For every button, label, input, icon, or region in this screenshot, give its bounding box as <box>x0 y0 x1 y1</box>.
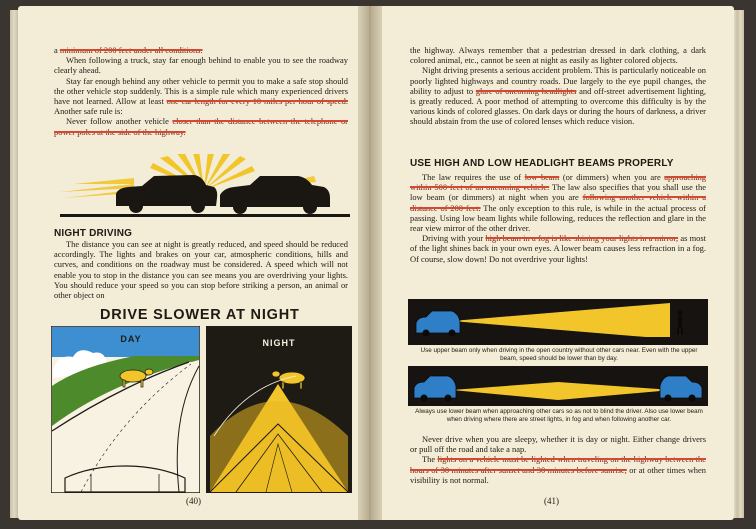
oncoming-cars-illustration <box>54 154 352 222</box>
text-run: The <box>422 454 438 465</box>
text-run: (or dimmers) when you are <box>559 172 665 182</box>
night-driving-text: The distance you can see at night is greatly reduced, and speed should be reduced accordingly. The lights and brakes on your car, atmospheric conditions, hills and curves, and conditions on the roadway must be considered. A speed which will not enable you to stop in the distance you can see means you are overdriving your lights. You should reduce your speed so you can stop before striking a person, an animal or other object on <box>54 239 348 301</box>
text-run: Never drive when you are sleepy, whether it is day or night. Either change drivers or pull off the road and take a nap. <box>410 434 706 455</box>
beams-heading: USE HIGH AND LOW HEADLIGHT BEAMS PROPERLY <box>410 158 674 169</box>
text-run: The only exception to this rule, is while in the actual process of passing. Using low beam lights while following, reduces the reflection and glare in the rear view mirror of the other driver. <box>410 202 706 234</box>
following-distance-text <box>54 45 348 137</box>
right-car-wheel-rear <box>303 200 317 214</box>
left-page <box>18 6 358 520</box>
day-panel <box>51 326 200 493</box>
night-danger-text <box>410 45 706 127</box>
right-car-wheel-front <box>233 200 247 214</box>
text-run: Another safe rule is: <box>54 106 123 117</box>
paragraph <box>410 65 706 126</box>
paragraph <box>54 45 348 55</box>
paragraph <box>54 76 348 117</box>
closing-text <box>410 434 706 485</box>
highlighted-phrase: lights on a vehicle must be lighted when traveling on the highway between the hours of 30 minutes after sunset and 30 minutes before sunrise, <box>410 454 706 475</box>
left-page-edge <box>10 10 18 518</box>
right-page <box>382 6 734 520</box>
text-run: The law requires the use of <box>422 172 525 182</box>
right-page-edge <box>734 10 744 518</box>
road-line <box>60 214 350 217</box>
left-car-wheel-front <box>191 199 205 213</box>
left-car-wheel-rear <box>129 199 143 213</box>
text-run: The law also specifies that you shall use the low beam (or dimmers) at night when you are <box>410 182 706 203</box>
text-run: and off-street advertisement lighting, is greatly reduced. A poor method of attempting to overcome this difficulty is by the various kinds of colored glasses. On dark days or during the hours of darkness, a driver should abstain from the use of colored lenses which reduce vision. <box>410 85 707 127</box>
night-label: NIGHT <box>262 338 296 348</box>
upper-beam-caption: Use upper beam only when driving in the open country without other cars near. Even with the upper beam, speed should be lower than by day. <box>420 347 698 362</box>
highlighted-phrase: low beam <box>524 172 560 182</box>
beams-text <box>410 172 706 264</box>
text-run: the highway. Always remember that a pedestrian dressed in dark clothing, a dark colored animal, etc., cannot be seen at night as easily as lighter colored objects. <box>410 45 706 66</box>
lower-beam-illustration <box>408 366 708 406</box>
day-label: DAY <box>120 334 142 344</box>
paragraph <box>410 454 706 485</box>
paragraph <box>54 55 348 75</box>
night-panel <box>206 326 352 493</box>
paragraph <box>410 45 706 65</box>
highlighted-phrase: following another vehicle within a distance of 200 feet. <box>410 192 706 213</box>
highlighted-phrase: minimum of 200 feet under all conditions. <box>59 45 203 55</box>
paragraph <box>410 434 706 454</box>
highlighted-phrase: approaching within 500 feet of an oncoming vehicle. <box>410 172 706 193</box>
page-number-right: (41) <box>544 496 559 506</box>
highlighted-phrase: glare of oncoming headlights <box>475 85 577 96</box>
text-run: Night driving presents a serious accident problem. This is particularly noticeable on poorly lighted highways and country roads. Due largely to the eye pupil changes, the ability to adjust to <box>410 65 706 96</box>
night-driving-heading: NIGHT DRIVING <box>54 228 133 239</box>
text-run: a <box>54 45 60 55</box>
highlighted-phrase: one car length for every 10 miles per hour of speed. <box>166 96 348 107</box>
text-run: Stay far enough behind any other vehicle to permit you to make a safe stop should the other vehicle stop suddenly. This is a simple rule which many experienced drivers have not learned. Allow at least <box>54 75 348 107</box>
text-run: or at other times when visibility is not normal. <box>410 464 706 485</box>
text-run: as most of the light shines back in your own eyes. A lower beam causes less refraction in a fog. Of course, slow down! Do not overdrive your lights! <box>410 233 707 264</box>
highlighted-phrase: closer than the distance between the telephone or power poles at the side of the highway. <box>54 116 348 137</box>
page-number-left: (40) <box>186 496 201 506</box>
upper-beam-illustration <box>408 299 708 345</box>
paragraph <box>54 116 348 136</box>
paragraph <box>410 233 706 264</box>
drive-slower-banner: DRIVE SLOWER AT NIGHT <box>100 307 300 323</box>
book-gutter <box>358 6 382 520</box>
highlighted-phrase: high beam in a fog is like shining your lights in a mirror, <box>485 233 679 244</box>
text-run: Never follow another vehicle <box>66 116 173 127</box>
text-run: Driving with your <box>422 233 486 244</box>
lower-beam-caption: Always use lower beam when approaching other cars so as not to blind the driver. Also use lower beam when driving where there are street lights, in fog and when following another car. <box>415 408 703 423</box>
text-run: When following a truck, stay far enough behind to enable you to see the roadway clearly ahead. <box>54 55 348 76</box>
paragraph <box>410 172 706 233</box>
